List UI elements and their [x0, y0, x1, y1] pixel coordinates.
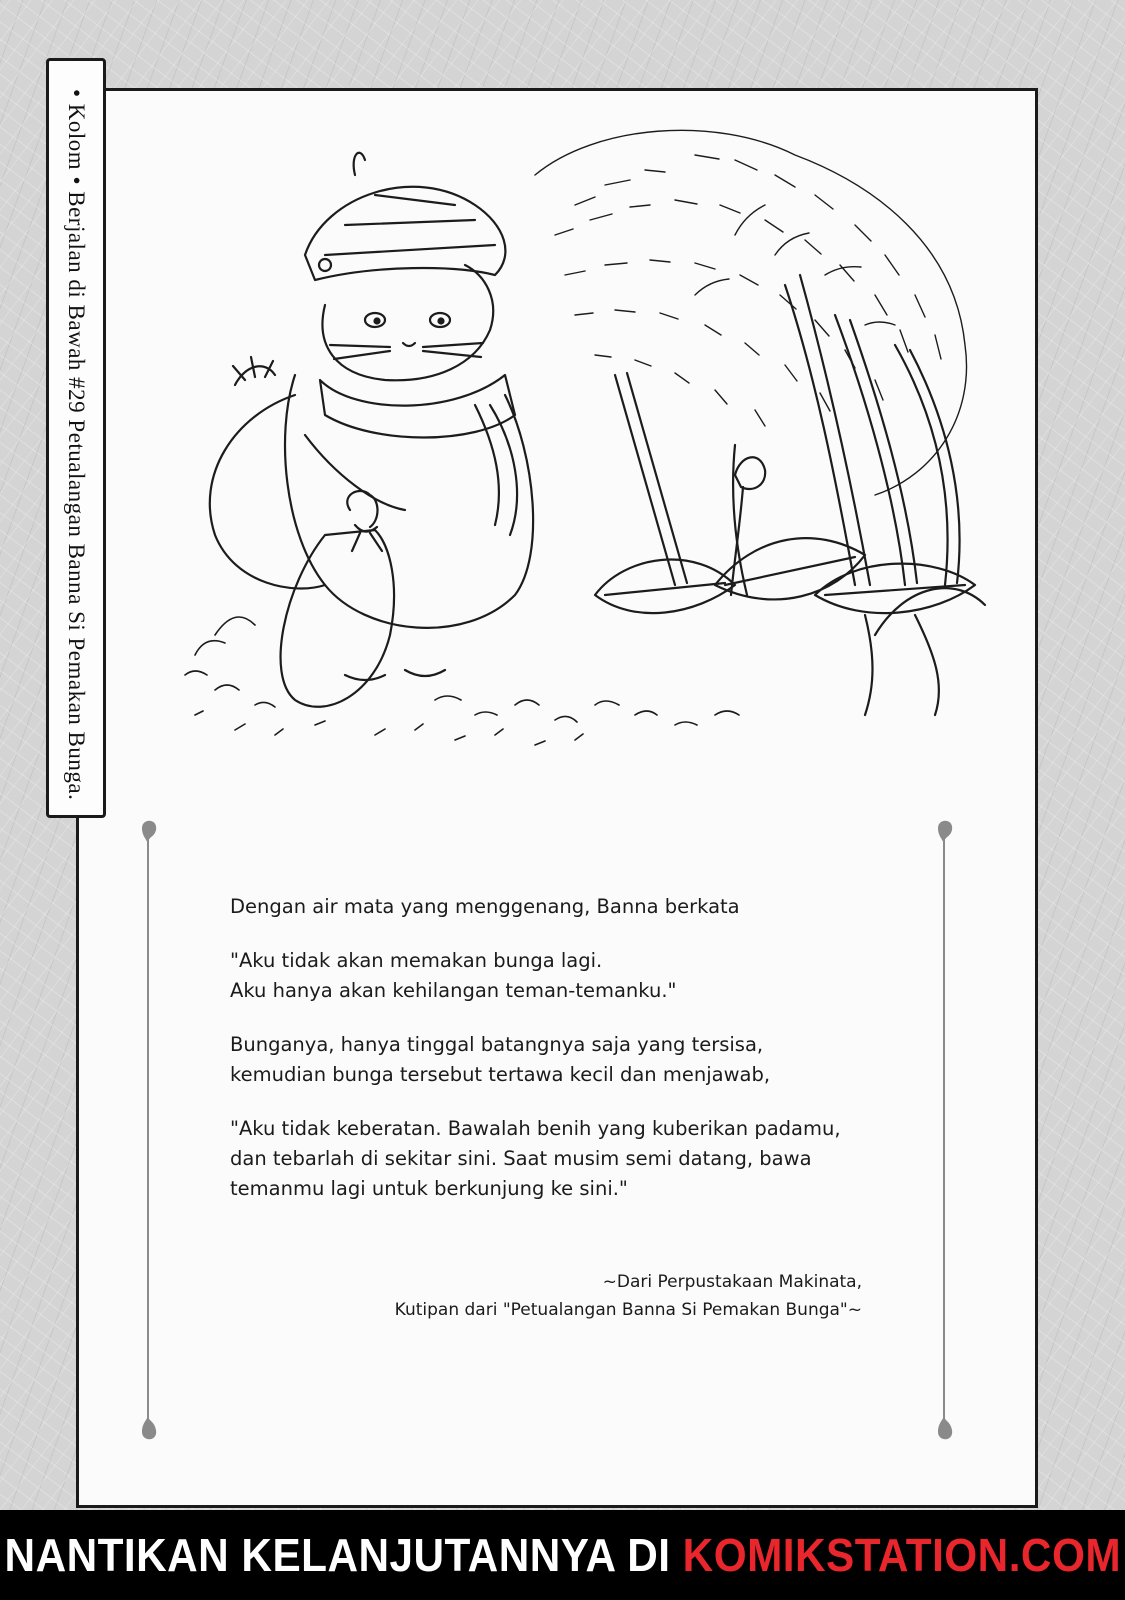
- story-line: kemudian bunga tersebut tertawa kecil dan menjawab,: [230, 1063, 771, 1086]
- story-line: temanmu lagi untuk berkunjung ke sini.": [230, 1177, 628, 1200]
- story-paragraph: [230, 892, 910, 922]
- banner-message: NANTIKAN KELANJUTANNYA DI: [4, 1529, 683, 1581]
- banner-site-link[interactable]: KOMIKSTATION.COM: [682, 1529, 1121, 1581]
- story-line: Dengan air mata yang menggenang, Banna berkata: [230, 895, 740, 918]
- banner-text: [4, 1528, 1120, 1582]
- story-text-frame: [140, 820, 970, 1460]
- bush-hatching: [535, 130, 967, 495]
- mouse-body: [210, 153, 533, 680]
- column-title: • Kolom • Berjalan di Bawah #29 Petualangan Banna Si Pemakan Bunga.: [64, 89, 89, 801]
- bottom-banner: [0, 1510, 1125, 1600]
- story-text: [230, 892, 910, 1228]
- story-paragraph: [230, 1114, 910, 1204]
- story-paragraph: [230, 946, 910, 1006]
- grass-blades: [615, 275, 960, 595]
- seed-sack: [233, 357, 394, 707]
- story-line: dan tebarlah di sekitar sini. Saat musim semi datang, bawa: [230, 1147, 812, 1170]
- story-line: Aku hanya akan kehilangan teman-temanku.": [230, 979, 677, 1002]
- banna-mouse-illustration: [175, 115, 1005, 765]
- story-line: Bunganya, hanya tinggal batangnya saja yang tersisa,: [230, 1033, 764, 1056]
- story-line: "Aku tidak keberatan. Bawalah benih yang kuberikan padamu,: [230, 1117, 841, 1140]
- foreground-leaves: [595, 538, 985, 715]
- attribution-line: Kutipan dari "Petualangan Banna Si Pemakan Bunga"~: [394, 1300, 862, 1320]
- ground-debris: [185, 617, 739, 745]
- story-attribution: [395, 1268, 862, 1324]
- story-line: "Aku tidak akan memakan bunga lagi.: [230, 949, 603, 972]
- story-paragraph: [230, 1030, 910, 1090]
- attribution-line: ~Dari Perpustakaan Makinata,: [602, 1272, 862, 1292]
- column-title-tab: [46, 58, 106, 818]
